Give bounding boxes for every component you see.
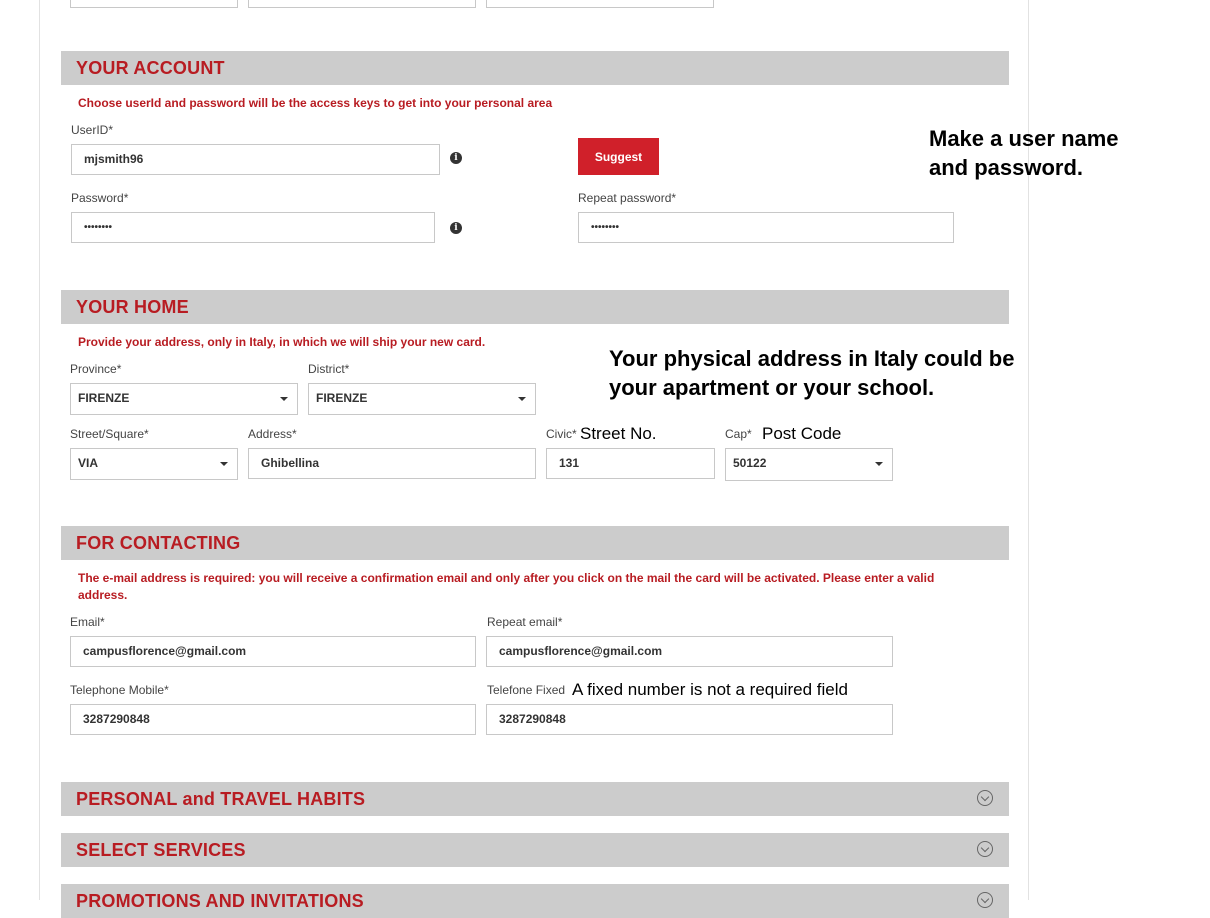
section-header-account	[61, 51, 1009, 85]
section-title: PERSONAL and TRAVEL HABITS	[76, 789, 366, 809]
fixed-phone-input[interactable]: 3287290848	[486, 704, 893, 735]
district-value: FIRENZE	[316, 391, 368, 405]
street-select[interactable]	[70, 448, 238, 480]
repeat-password-label: Repeat password*	[578, 191, 677, 205]
password-label: Password*	[71, 191, 129, 205]
street-value: VIA	[78, 456, 99, 470]
caret-down-icon	[518, 397, 526, 401]
info-icon[interactable]: i	[450, 222, 462, 234]
contact-note: The e-mail address is required: you will receive a confirmation email and only after you click on the mail the card will be activated. Please enter a valid address.	[78, 571, 935, 602]
section-header-personal-travel[interactable]	[61, 782, 1009, 816]
chevron-down-circle-icon[interactable]	[977, 892, 993, 908]
chevron-down-circle-icon[interactable]	[977, 790, 993, 806]
province-select[interactable]	[70, 383, 298, 415]
section-header-contact	[61, 526, 1009, 560]
fixed-phone-label: Telefone Fixed	[487, 683, 566, 697]
caret-down-icon	[220, 462, 228, 466]
userid-input[interactable]: mjsmith96	[71, 144, 440, 175]
suggest-button[interactable]: Suggest	[578, 138, 659, 175]
section-header-select-services[interactable]	[61, 833, 1009, 867]
annotation-home-line1: Your physical address in Italy could be	[609, 346, 1015, 371]
account-note: Choose userId and password will be the access keys to get into your personal area	[78, 96, 553, 110]
annotation-home-line2: your apartment or your school.	[609, 375, 935, 400]
repeat-email-label: Repeat email*	[487, 615, 563, 629]
caret-down-icon	[875, 462, 883, 466]
section-title: YOUR HOME	[76, 297, 189, 317]
previous-field-2[interactable]	[248, 0, 476, 8]
chevron-down-circle-icon[interactable]	[977, 841, 993, 857]
cap-label: Cap*	[725, 427, 752, 441]
previous-field-3[interactable]	[486, 0, 714, 8]
home-note: Provide your address, only in Italy, in which we will ship your new card.	[78, 335, 486, 349]
repeat-email-input[interactable]: campusflorence@gmail.com	[486, 636, 893, 667]
district-label: District*	[308, 362, 350, 376]
previous-field-1[interactable]	[70, 0, 238, 8]
section-title: PROMOTIONS AND INVITATIONS	[76, 891, 364, 911]
mobile-input[interactable]: 3287290848	[70, 704, 476, 735]
address-input[interactable]: Ghibellina	[248, 448, 536, 479]
section-title: YOUR ACCOUNT	[76, 58, 225, 78]
section-header-promotions[interactable]	[61, 884, 1009, 918]
section-header-home	[61, 290, 1009, 324]
province-value: FIRENZE	[78, 391, 130, 405]
password-input[interactable]: ••••••••	[71, 212, 435, 243]
civic-input[interactable]: 131	[546, 448, 715, 479]
section-title: FOR CONTACTING	[76, 533, 241, 553]
province-label: Province*	[70, 362, 122, 376]
email-input[interactable]: campusflorence@gmail.com	[70, 636, 476, 667]
caret-down-icon	[280, 397, 288, 401]
repeat-password-input[interactable]: ••••••••	[578, 212, 954, 243]
civic-label: Civic*	[546, 427, 577, 441]
annotation-account-line2: and password.	[929, 155, 1084, 180]
section-title: SELECT SERVICES	[76, 840, 246, 860]
annotation-cap: Post Code	[762, 424, 842, 443]
cap-value: 50122	[733, 456, 767, 470]
district-select[interactable]	[308, 383, 536, 415]
street-label: Street/Square*	[70, 427, 149, 441]
annotation-fixed: A fixed number is not a required field	[572, 680, 848, 699]
annotation-civic: Street No.	[580, 424, 657, 443]
cap-select[interactable]	[725, 448, 893, 481]
address-label: Address*	[248, 427, 297, 441]
annotation-account-line1: Make a user name	[929, 126, 1119, 151]
info-icon[interactable]: i	[450, 152, 462, 164]
email-label: Email*	[70, 615, 105, 629]
mobile-label: Telephone Mobile*	[70, 683, 169, 697]
userid-label: UserID*	[71, 123, 114, 137]
